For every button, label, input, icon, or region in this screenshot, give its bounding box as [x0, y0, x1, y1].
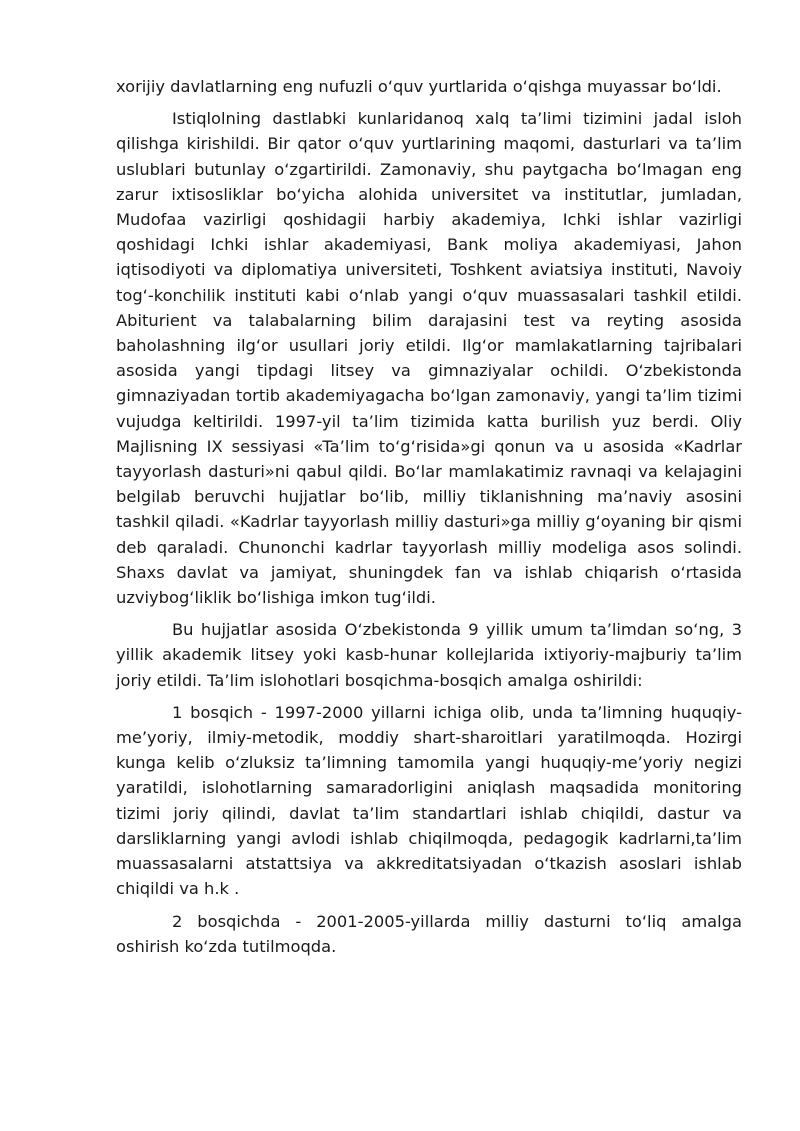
paragraph-documents: Bu hujjatlar asosida O‘zbekistonda 9 yillik umum ta’limdan so‘ng, 3 yillik akademik litsey yoki kasb-hunar kollejlarida ixtiyoriy-majburiy ta’lim joriy etildi. Ta’lim islohotlari bosqichma-bosqich amalga oshirildi:	[116, 620, 742, 690]
paragraph-stage-one: 1 bosqich - 1997-2000 yillarni ichiga olib, unda ta’limning huquqiy-me’yoriy, ilmiy-metodik, moddiy shart-sharoitlari yaratilmoqda. Hozirgi kunga kelib o‘zluksiz ta’limning tamomila yangi huquqiy-me’yoriy negizi yaratildi, islohotlarning samaradorligini aniqlash maqsadida monitoring tizimi joriy qilindi, davlat ta’lim standartlari ishlab chiqildi, dastur va darsliklarning yangi avlodi ishlab chiqilmoqda, pedagogik kadrlarni,ta’lim muassasalarni atstattsiya va akkreditatsiyadan o‘tkazish asoslari ishlab chiqildi va h.k .	[116, 702, 742, 899]
paragraph-stage-two: 2 bosqichda - 2001-2005-yillarda milliy dasturni to‘liq amalga oshirish ko‘zda tutilmoqda.	[116, 911, 742, 956]
document-page	[116, 74, 742, 966]
paragraph-education-reform: Istiqlolning dastlabki kunlaridanoq xalq ta’limi tizimini jadal isloh qilishga kirishildi. Bir qator o‘quv yurtlarining maqomi, dasturlari va ta’lim uslublari butunlay o‘zgartirildi. Zamonaviy, shu paytgacha bo‘lmagan eng zarur ixtisosliklar bo‘yicha alohida universitet va institutlar, jumladan, Mudofaa vazirligi qoshidagii harbiy akademiya, Ichki ishlar vazirligi qoshidagi Ichki ishlar akademiyasi, Bank moliya akademiyasi, Jahon iqtisodiyoti va diplomatiya universiteti, Toshkent aviatsiya instituti, Navoiy tog‘-konchilik instituti kabi o‘nlab yangi o‘quv muassasalari tashkil etildi. Abiturient va talabalarning bilim darajasini test va reyting asosida baholashning ilg‘or usullari joriy etildi. Ilg‘or mamlakatlarning tajribalari asosida yangi tipdagi litsey va gimnaziyalar ochildi. O‘zbekistonda gimnaziyadan tortib akademiyagacha bo‘lgan zamonaviy, yangi ta’lim tizimi vujudga keltirildi. 1997-yil ta’lim tizimida katta burilish yuz berdi. Oliy Majlisning IX sessiyasi «Ta’lim to‘g‘risida»gi qonun va u asosida «Kadrlar tayyorlash dasturi»ni qabul qildi. Bo‘lar mamlakatimiz ravnaqi va kelajagini belgilab beruvchi hujjatlar bo‘lib, milliy tiklanishning ma’naviy asosini tashkil qiladi. «Kadrlar tayyorlash milliy dasturi»ga milliy g‘oyaning bir qismi deb qaraladi. Chunonchi kadrlar tayyorlash milliy modeliga asos solindi. Shaxs davlat va jamiyat, shuningdek fan va ishlab chiqarish o‘rtasida uzviybog‘liklik bo‘lishiga imkon tug‘ildi.	[116, 109, 742, 608]
paragraph-continuation: xorijiy davlatlarning eng nufuzli o‘quv yurtlarida o‘qishga muyassar bo‘ldi.	[116, 77, 722, 96]
